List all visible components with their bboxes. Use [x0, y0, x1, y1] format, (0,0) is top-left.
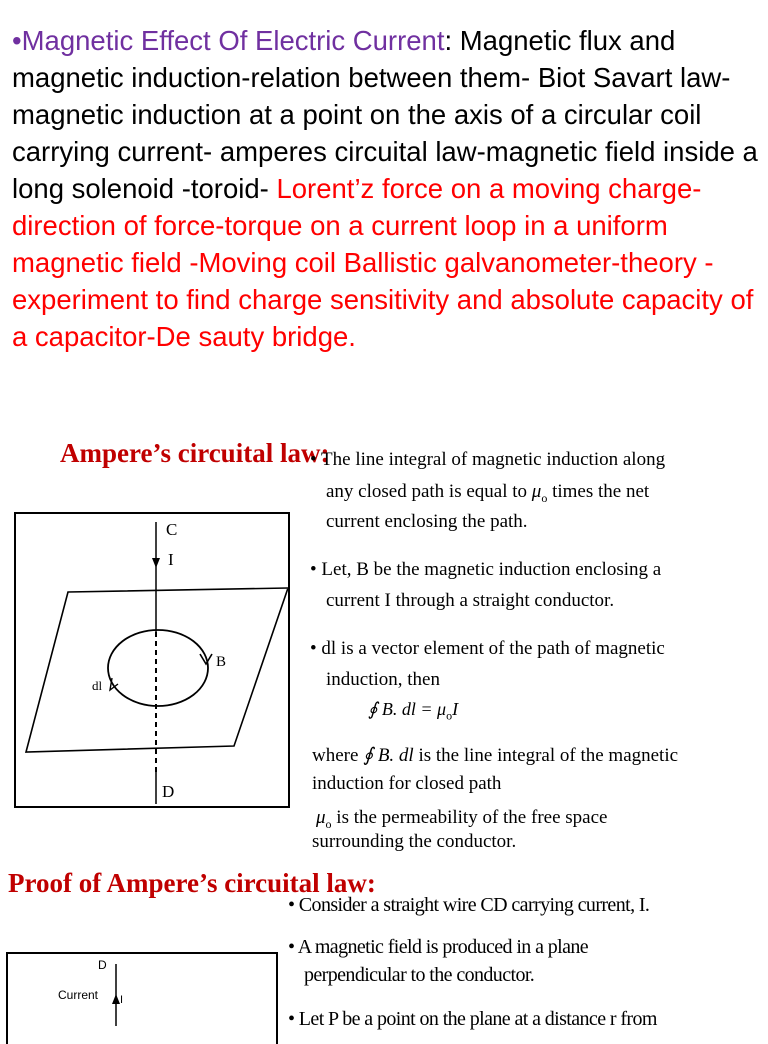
point1-line1: • The line integral of magnetic induction along [310, 449, 666, 470]
equation-right: I [452, 699, 459, 719]
proof-label-i: I [120, 994, 124, 1006]
point3-line2: induction, then [326, 669, 440, 690]
proof-heading: Proof of Ampere’s circuital law: [8, 868, 376, 898]
label-d: D [162, 782, 175, 801]
perm-b: is the permeability of the free space [331, 807, 608, 828]
ampere-diagram [16, 514, 288, 806]
proof-diagram [8, 954, 276, 1026]
perm-mu: μ [316, 807, 326, 828]
proof-point2-line2: perpendicular to the conductor. [304, 964, 535, 986]
label-dl: dl [92, 678, 103, 693]
equation-left: ∮ B. dl = μ [368, 699, 447, 719]
proof-point2-line1: • A magnetic field is produced in a plane [288, 936, 589, 958]
topic-title: Magnetic Effect Of Electric Current [21, 25, 445, 56]
ampere-equation [368, 694, 458, 732]
where-math: ∮ B. dl [363, 745, 414, 766]
ampere-law-heading: Ampere’s circuital law: [60, 438, 330, 468]
perm-subscript: o [325, 816, 332, 831]
colon: : [444, 25, 453, 56]
closed-path-circle [108, 630, 208, 706]
equation-subscript: o [446, 708, 453, 723]
point3-line1: • dl is a vector element of the path of magnetic [310, 638, 665, 659]
label-b: B [216, 654, 227, 670]
label-i: I [168, 550, 174, 569]
ampere-law-figure [14, 512, 290, 808]
proof-figure [6, 952, 278, 1044]
point1-line3: current enclosing the path. [326, 511, 528, 532]
bullet: • [12, 25, 22, 56]
label-c: C [166, 520, 178, 539]
where-b: is the line integral of the magnetic [413, 745, 679, 766]
proof-label-current: Current [58, 988, 99, 1002]
syllabus-black-text: Magnetic flux and magnetic induction-relation between them- Biot Savart law- magnetic induction at a point on the axis of a circular coil carrying current- amperes circuital law-magnetic field inside a long solenoid -toroid- [12, 25, 758, 204]
where-line2: induction for closed path [312, 773, 502, 794]
point1-line2a: any closed path is equal to [326, 481, 532, 502]
proof-wire-arrow [112, 994, 120, 1004]
proof-label-d: D [98, 958, 107, 972]
point1-line2b: times the net [547, 481, 650, 502]
mu-subscript: o [541, 490, 548, 505]
permeability-line2: surrounding the conductor. [312, 831, 517, 852]
proof-point1: • Consider a straight wire CD carrying current, I. [288, 894, 650, 916]
dl-arrow [110, 678, 118, 690]
proof-point3-line1: • Let P be a point on the plane at a distance r from [288, 1008, 657, 1030]
mu-symbol: μ [531, 481, 542, 502]
where-a: where [312, 745, 364, 766]
point2-line2: current I through a straight conductor. [326, 590, 615, 611]
where-line1 [312, 740, 678, 771]
syllabus-red-text: Lorent’z force on a moving charge- direction of force-torque on a current loop in a uniform magnetic field -Moving coil Ballistic galvanometer-theory - experiment to find charge sensitivity and absolute capacity of a capacitor-De sauty bridge. [12, 173, 754, 352]
point2-line1: • Let, B be the magnetic induction enclosing a [310, 559, 662, 580]
syllabus-paragraph [12, 22, 764, 355]
wire-arrow [152, 558, 160, 568]
